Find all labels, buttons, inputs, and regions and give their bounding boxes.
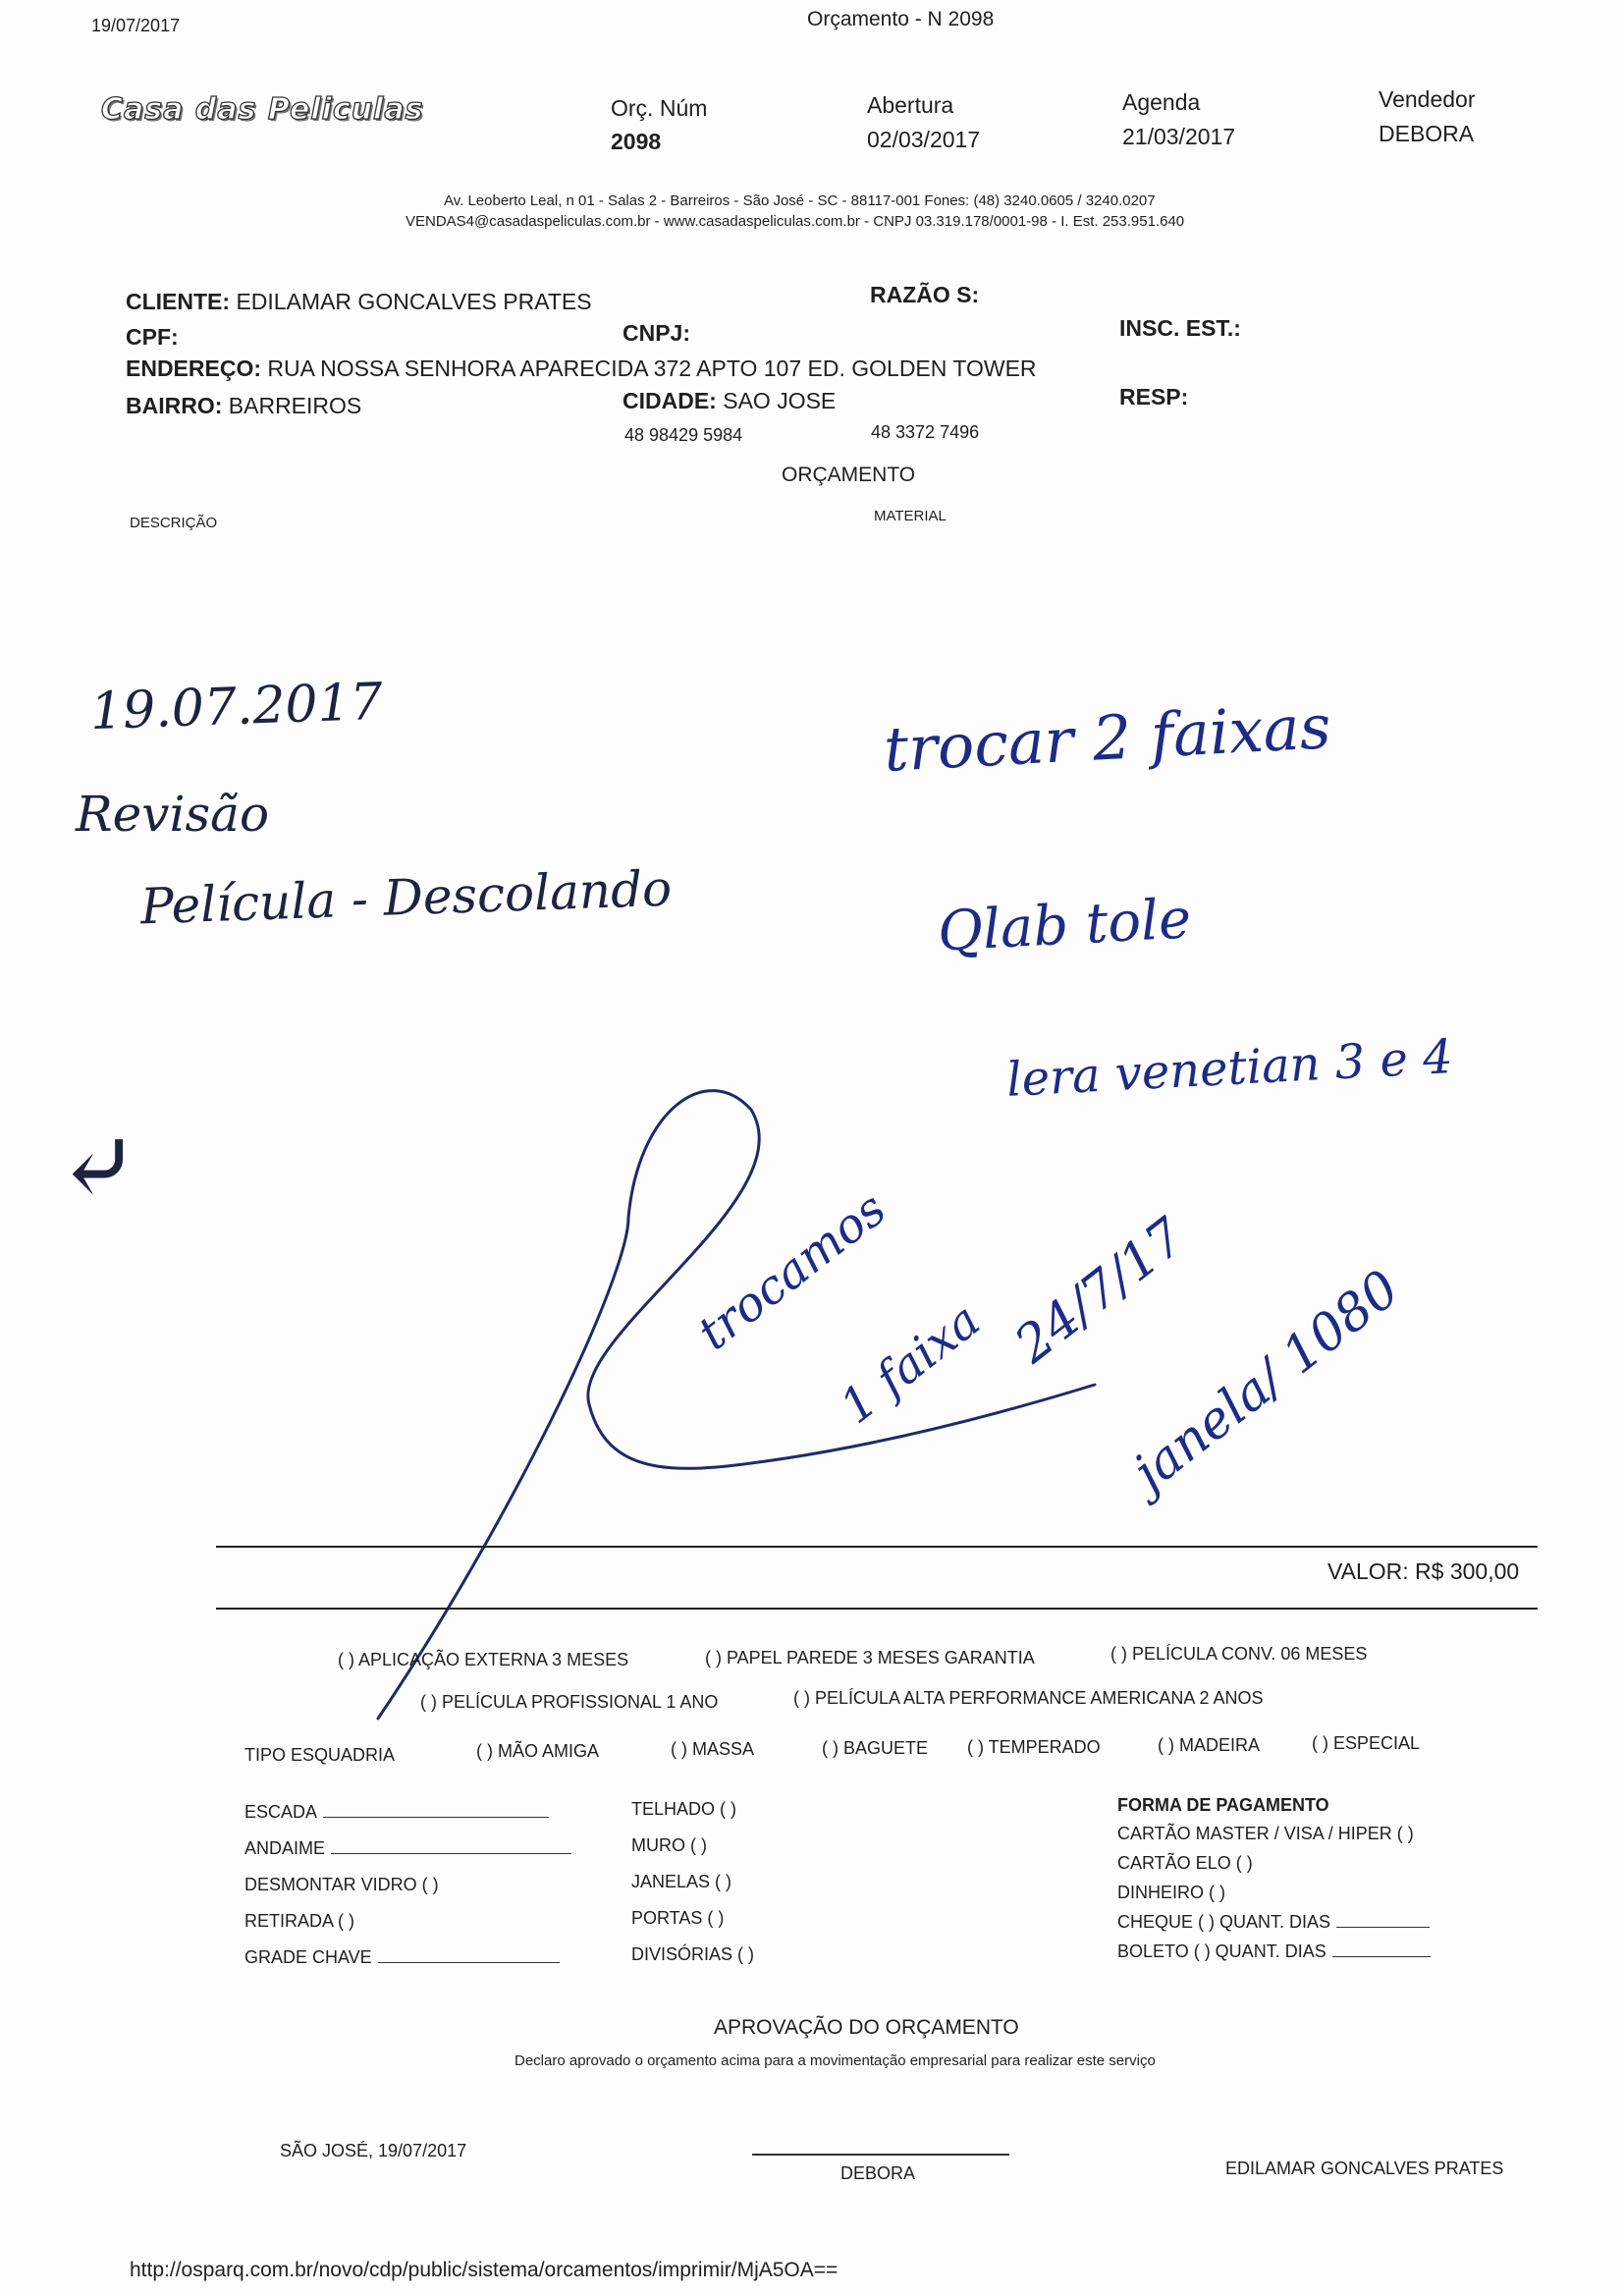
approval-place-date: SÃO JOSÉ, 19/07/2017 — [280, 2141, 467, 2160]
company-logo: Casa das Peliculas — [101, 92, 424, 127]
seller-signature-line — [752, 2154, 1009, 2156]
value-line-bottom — [216, 1608, 1538, 1610]
payment-cartao-master[interactable]: CARTÃO MASTER / VISA / HIPER ( ) — [1117, 1824, 1414, 1843]
option-pelicula-profissional[interactable]: ( ) PELÍCULA PROFISSIONAL 1 ANO — [420, 1692, 719, 1712]
hand-arrow: ⤶ — [57, 1110, 139, 1225]
orc-num-value: 2098 — [611, 129, 662, 154]
seller-signature-name: DEBORA — [840, 2163, 916, 2183]
extra-desmontar-vidro[interactable]: DESMONTAR VIDRO ( ) — [244, 1875, 439, 1894]
agenda-value: 21/03/2017 — [1122, 124, 1236, 149]
cnpj-label: CNPJ: — [623, 320, 691, 346]
descricao-label: DESCRIÇÃO — [130, 515, 218, 531]
extra-portas[interactable]: PORTAS ( ) — [631, 1908, 725, 1928]
abertura-label: Abertura — [867, 92, 954, 118]
extra-retirada[interactable]: RETIRADA ( ) — [244, 1911, 355, 1931]
hand-revisao: Revisão — [76, 786, 270, 843]
company-contact: VENDAS4@casadaspeliculas.com.br - www.casadaspeliculas.com.br - CNPJ 03.319.178/0001-98 - I. Est. 253.951.640 — [406, 213, 1185, 230]
payment-title: FORMA DE PAGAMENTO — [1117, 1795, 1329, 1815]
option-pelicula-alta-performance[interactable]: ( ) PELÍCULA ALTA PERFORMANCE AMERICANA 2 ANOS — [793, 1688, 1264, 1708]
razao-label: RAZÃO S: — [870, 282, 980, 307]
extra-andaime[interactable]: ANDAIME — [244, 1838, 571, 1859]
payment-boleto[interactable]: BOLETO ( ) QUANT. DIAS — [1117, 1941, 1431, 1962]
extra-divisorias[interactable]: DIVISÓRIAS ( ) — [631, 1944, 755, 1964]
hand-pelicula: Película - Descolando — [139, 859, 674, 936]
insc-label: INSC. EST.: — [1119, 315, 1241, 341]
phone-2: 48 3372 7496 — [871, 422, 980, 442]
cpf-label: CPF: — [126, 324, 179, 350]
hand-date2: 24/7/17 — [1004, 1207, 1196, 1375]
valor-row: VALOR: R$ 300,00 — [1327, 1558, 1520, 1584]
cliente-row: CLIENTE: EDILAMAR GONCALVES PRATES — [126, 289, 592, 314]
hand-trocamos: trocamos — [687, 1180, 896, 1361]
hand-faixa: 1 faixa — [830, 1292, 991, 1435]
endereco-row: ENDEREÇO: RUA NOSSA SENHORA APARECIDA 372 APTO 107 ED. GOLDEN TOWER — [126, 355, 1037, 381]
tipo-madeira[interactable]: ( ) MADEIRA — [1158, 1735, 1261, 1755]
print-date: 19/07/2017 — [91, 16, 181, 35]
value-line-top — [216, 1546, 1538, 1548]
budget-title: ORÇAMENTO — [782, 464, 916, 486]
approval-text: Declaro aprovado o orçamento acima para a movimentação empresarial para realizar este serviço — [514, 2052, 1156, 2069]
extra-muro[interactable]: MURO ( ) — [631, 1835, 707, 1855]
tipo-especial[interactable]: ( ) ESPECIAL — [1312, 1733, 1421, 1753]
company-address: Av. Leoberto Leal, n 01 - Salas 2 - Barreiros - São José - SC - 88117-001 Fones: (48) 3240.0605 / 3240.0207 — [444, 192, 1156, 209]
tipo-massa[interactable]: ( ) MASSA — [671, 1739, 755, 1759]
hand-janela: janela/ 1080 — [1122, 1259, 1411, 1503]
bairro-row: BAIRRO: BARREIROS — [126, 393, 362, 418]
tipo-temperado[interactable]: ( ) TEMPERADO — [967, 1737, 1101, 1757]
material-label: MATERIAL — [874, 508, 947, 524]
tipo-mao-amiga[interactable]: ( ) MÃO AMIGA — [476, 1741, 600, 1761]
extra-escada[interactable]: ESCADA — [244, 1802, 549, 1823]
hand-trocar: trocar 2 faixas — [882, 690, 1333, 786]
agenda-label: Agenda — [1122, 89, 1201, 115]
hand-line3: lera venetian 3 e 4 — [1004, 1029, 1455, 1108]
cidade-row: CIDADE: SAO JOSE — [623, 388, 837, 413]
approval-title: APROVAÇÃO DO ORÇAMENTO — [714, 2016, 1019, 2039]
hand-date: 19.07.2017 — [89, 672, 384, 742]
option-pelicula-conv[interactable]: ( ) PELÍCULA CONV. 06 MESES — [1110, 1644, 1368, 1664]
tipo-baguete[interactable]: ( ) BAGUETE — [822, 1738, 929, 1758]
payment-cartao-elo[interactable]: CARTÃO ELO ( ) — [1117, 1853, 1253, 1873]
tipo-esquadria-label: TIPO ESQUADRIA — [244, 1745, 396, 1765]
orc-num-label: Orç. Núm — [611, 95, 708, 121]
extra-grade-chave[interactable]: GRADE CHAVE — [244, 1947, 560, 1968]
option-aplicacao-externa[interactable]: ( ) APLICAÇÃO EXTERNA 3 MESES — [338, 1650, 629, 1669]
vendedor-label: Vendedor — [1379, 86, 1476, 112]
payment-cheque[interactable]: CHEQUE ( ) QUANT. DIAS — [1117, 1912, 1430, 1933]
abertura-value: 02/03/2017 — [867, 127, 981, 152]
client-signature-name: EDILAMAR GONCALVES PRATES — [1225, 2159, 1504, 2178]
extra-telhado[interactable]: TELHADO ( ) — [631, 1799, 737, 1819]
extra-janelas[interactable]: JANELAS ( ) — [631, 1872, 732, 1891]
option-papel-parede[interactable]: ( ) PAPEL PAREDE 3 MESES GARANTIA — [705, 1648, 1035, 1667]
print-title: Orçamento - N 2098 — [807, 8, 995, 30]
payment-dinheiro[interactable]: DINHEIRO ( ) — [1117, 1883, 1225, 1902]
resp-label: RESP: — [1119, 384, 1189, 410]
vendedor-value: DEBORA — [1379, 121, 1475, 146]
footer-url[interactable]: http://osparq.com.br/novo/cdp/public/sistema/orcamentos/imprimir/MjA5OA== — [130, 2259, 839, 2281]
hand-line2: Qlab tole — [936, 887, 1193, 964]
phone-1: 48 98429 5984 — [624, 425, 743, 445]
